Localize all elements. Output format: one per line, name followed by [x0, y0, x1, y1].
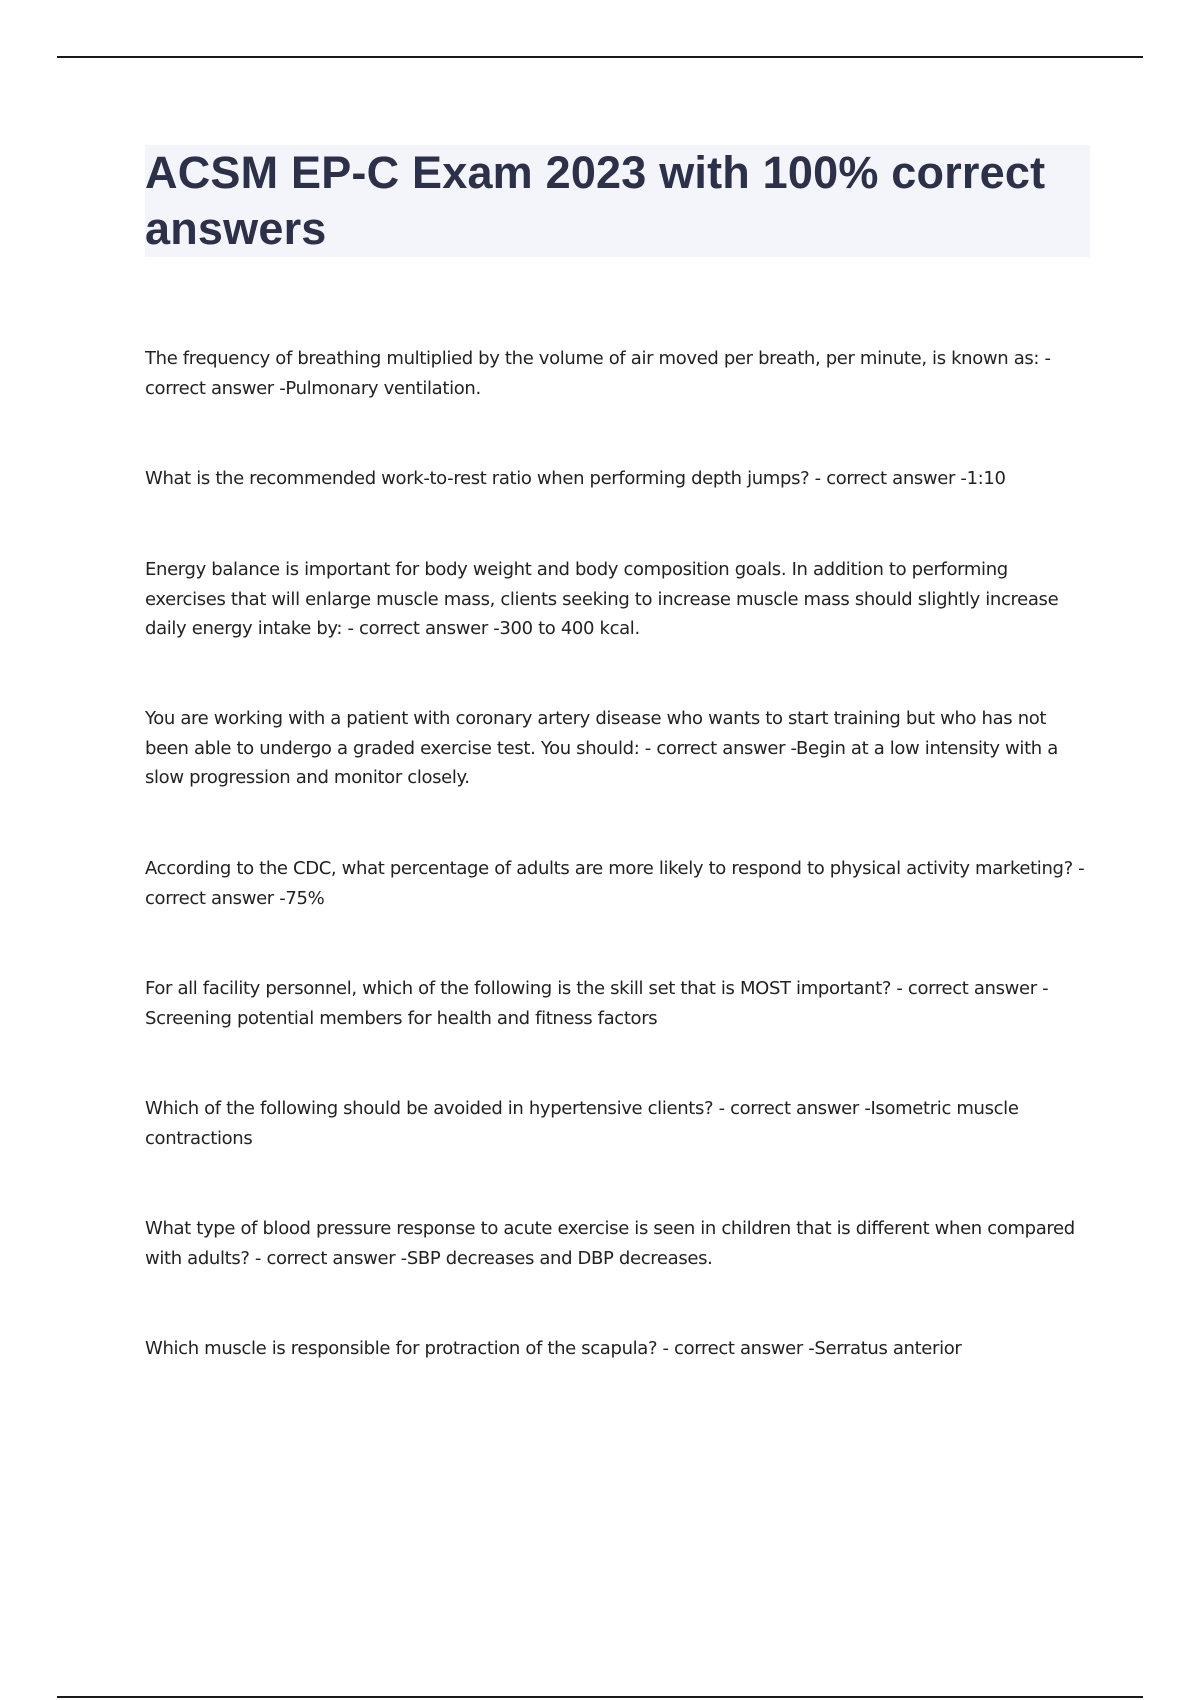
- qa-item: According to the CDC, what percentage of adults are more likely to respond to physical activity marketing? - correct answer -75%: [145, 858, 1085, 909]
- qa-item: What is the recommended work-to-rest ratio when performing depth jumps? - correct answer -1:10: [145, 468, 1006, 489]
- top-rule: [57, 56, 1143, 58]
- qa-item: Which of the following should be avoided in hypertensive clients? - correct answer -Isometric muscle contractions: [145, 1098, 1019, 1149]
- qa-item: You are working with a patient with coronary artery disease who wants to start training but who has not been able to undergo a graded exercise test. You should: - correct answer -Begin at a low intensity with a slow progression and monitor closely.: [145, 708, 1058, 788]
- qa-item: The frequency of breathing multiplied by the volume of air moved per breath, per minute, is known as: - correct answer -Pulmonary ventilation.: [145, 348, 1051, 399]
- qa-item: For all facility personnel, which of the following is the skill set that is MOST important? - correct answer -Screening potential members for health and fitness factors: [145, 978, 1049, 1029]
- qa-item: What type of blood pressure response to acute exercise is seen in children that is different when compared with adults? - correct answer -SBP decreases and DBP decreases.: [145, 1218, 1075, 1269]
- qa-item: Energy balance is important for body weight and body composition goals. In addition to performing exercises that will enlarge muscle mass, clients seeking to increase muscle mass should slightly increase daily energy intake by: - correct answer -300 to 400 kcal.: [145, 559, 1059, 639]
- bottom-rule: [57, 1696, 1143, 1698]
- title-banner: [145, 145, 1090, 257]
- page-title: ACSM EP-C Exam 2023 with 100% correct answers: [145, 147, 1046, 254]
- qa-item: Which muscle is responsible for protraction of the scapula? - correct answer -Serratus anterior: [145, 1338, 962, 1359]
